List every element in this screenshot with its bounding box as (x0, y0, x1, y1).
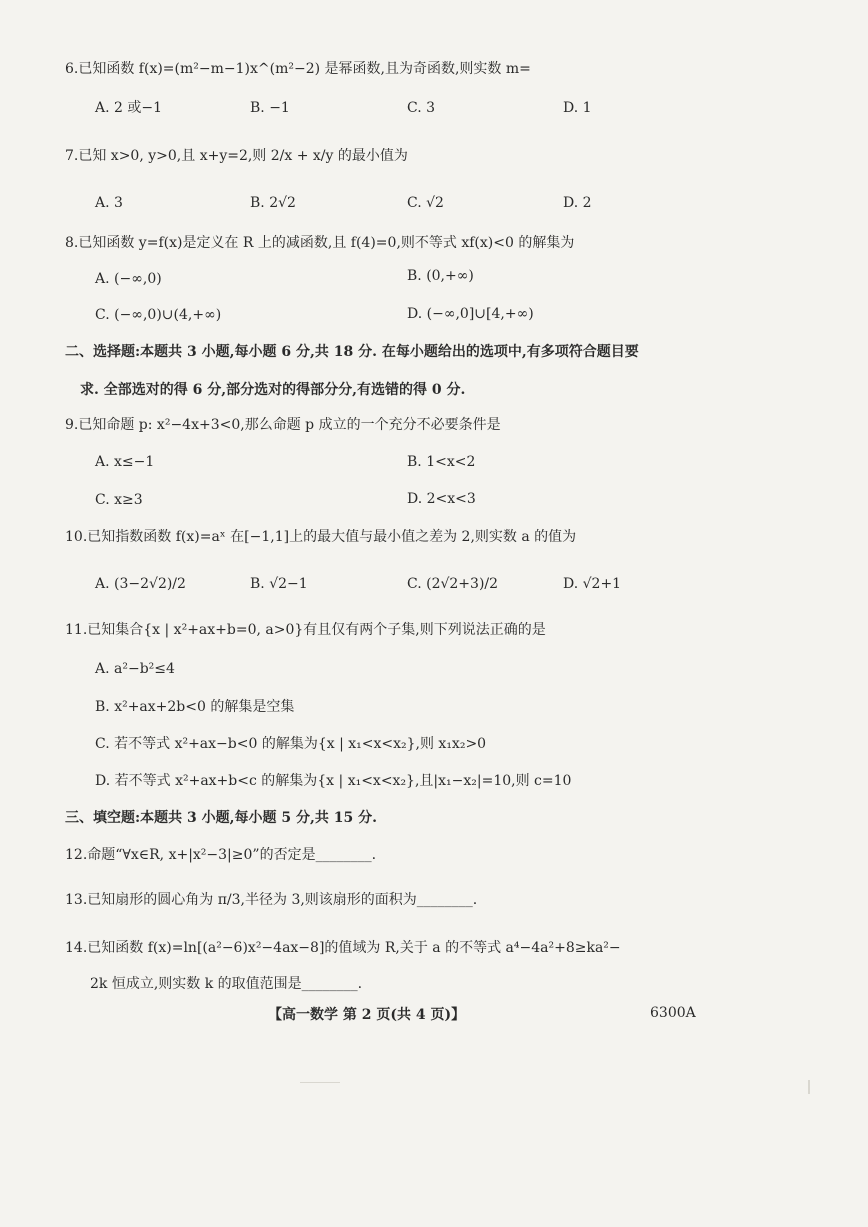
q7-option-d: D. 2 (563, 195, 592, 211)
q13-stem: 13.已知扇形的圆心角为 π/3,半径为 3,则该扇形的面积为________. (65, 892, 478, 908)
q7-option-c: C. √2 (407, 195, 444, 211)
q11-stem: 11.已知集合{x | x²+ax+b=0, a>0}有且仅有两个子集,则下列说法正确的是 (65, 622, 546, 638)
q11-option-d: D. 若不等式 x²+ax+b<c 的解集为{x | x₁<x<x₂},且|x₁−x₂|=10,则 c=10 (95, 773, 572, 789)
q14-stem-line1: 14.已知函数 f(x)=ln[(a²−6)x²−4ax−8]的值域为 R,关于 a 的不等式 a⁴−4a²+8≥ka²− (65, 940, 621, 956)
section3-heading: 三、填空题:本题共 3 小题,每小题 5 分,共 15 分. (65, 810, 377, 826)
q11-option-b: B. x²+ax+2b<0 的解集是空集 (95, 699, 295, 715)
q9-option-b: B. 1<x<2 (407, 454, 476, 470)
q8-stem: 8.已知函数 y=f(x)是定义在 R 上的减函数,且 f(4)=0,则不等式 xf(x)<0 的解集为 (65, 235, 575, 251)
q7-option-b: B. 2√2 (250, 195, 296, 211)
page-footer-title: 【高一数学 第 2 页(共 4 页)】 (268, 1007, 466, 1023)
q14-stem-line2: 2k 恒成立,则实数 k 的取值范围是________. (90, 976, 363, 992)
q8-option-a: A. (−∞,0) (95, 271, 162, 287)
q10-option-c: C. (2√2+3)/2 (407, 576, 499, 592)
q10-stem: 10.已知指数函数 f(x)=aˣ 在[−1,1]上的最大值与最小值之差为 2,则实数 a 的值为 (65, 529, 577, 545)
q10-option-b: B. √2−1 (250, 576, 308, 592)
q9-option-a: A. x≤−1 (95, 454, 155, 470)
section2-heading-line1: 二、选择题:本题共 3 小题,每小题 6 分,共 18 分. 在每小题给出的选项中,有多项符合题目要 (65, 344, 639, 360)
q11-option-c: C. 若不等式 x²+ax−b<0 的解集为{x | x₁<x<x₂},则 x₁x₂>0 (95, 736, 487, 752)
q6-option-b: B. −1 (250, 100, 290, 116)
scan-mark (808, 1080, 810, 1094)
q9-stem: 9.已知命题 p: x²−4x+3<0,那么命题 p 成立的一个充分不必要条件是 (65, 417, 501, 433)
q9-option-c: C. x≥3 (95, 492, 143, 508)
q8-option-c: C. (−∞,0)∪(4,+∞) (95, 307, 222, 323)
q6-option-c: C. 3 (407, 100, 436, 116)
q9-option-d: D. 2<x<3 (407, 491, 476, 507)
section2-heading-line2: 求. 全部选对的得 6 分,部分选对的得部分分,有选错的得 0 分. (80, 382, 466, 398)
q6-option-a: A. 2 或−1 (95, 100, 163, 116)
q6-option-d: D. 1 (563, 100, 592, 116)
q8-option-b: B. (0,+∞) (407, 268, 474, 284)
q12-stem: 12.命题“∀x∈R, x+|x²−3|≥0”的否定是________. (65, 847, 377, 863)
q8-option-d: D. (−∞,0]∪[4,+∞) (407, 306, 534, 322)
q6-stem: 6.已知函数 f(x)=(m²−m−1)x^(m²−2) 是幂函数,且为奇函数,则实数 m= (65, 61, 531, 77)
q7-option-a: A. 3 (95, 195, 123, 211)
q11-option-a: A. a²−b²≤4 (95, 661, 175, 677)
scan-mark (300, 1082, 340, 1083)
q10-option-a: A. (3−2√2)/2 (95, 576, 186, 592)
q10-option-d: D. √2+1 (563, 576, 622, 592)
q7-stem: 7.已知 x>0, y>0,且 x+y=2,则 2/x + x/y 的最小值为 (65, 148, 408, 164)
paper-code: 6300A (650, 1005, 696, 1021)
